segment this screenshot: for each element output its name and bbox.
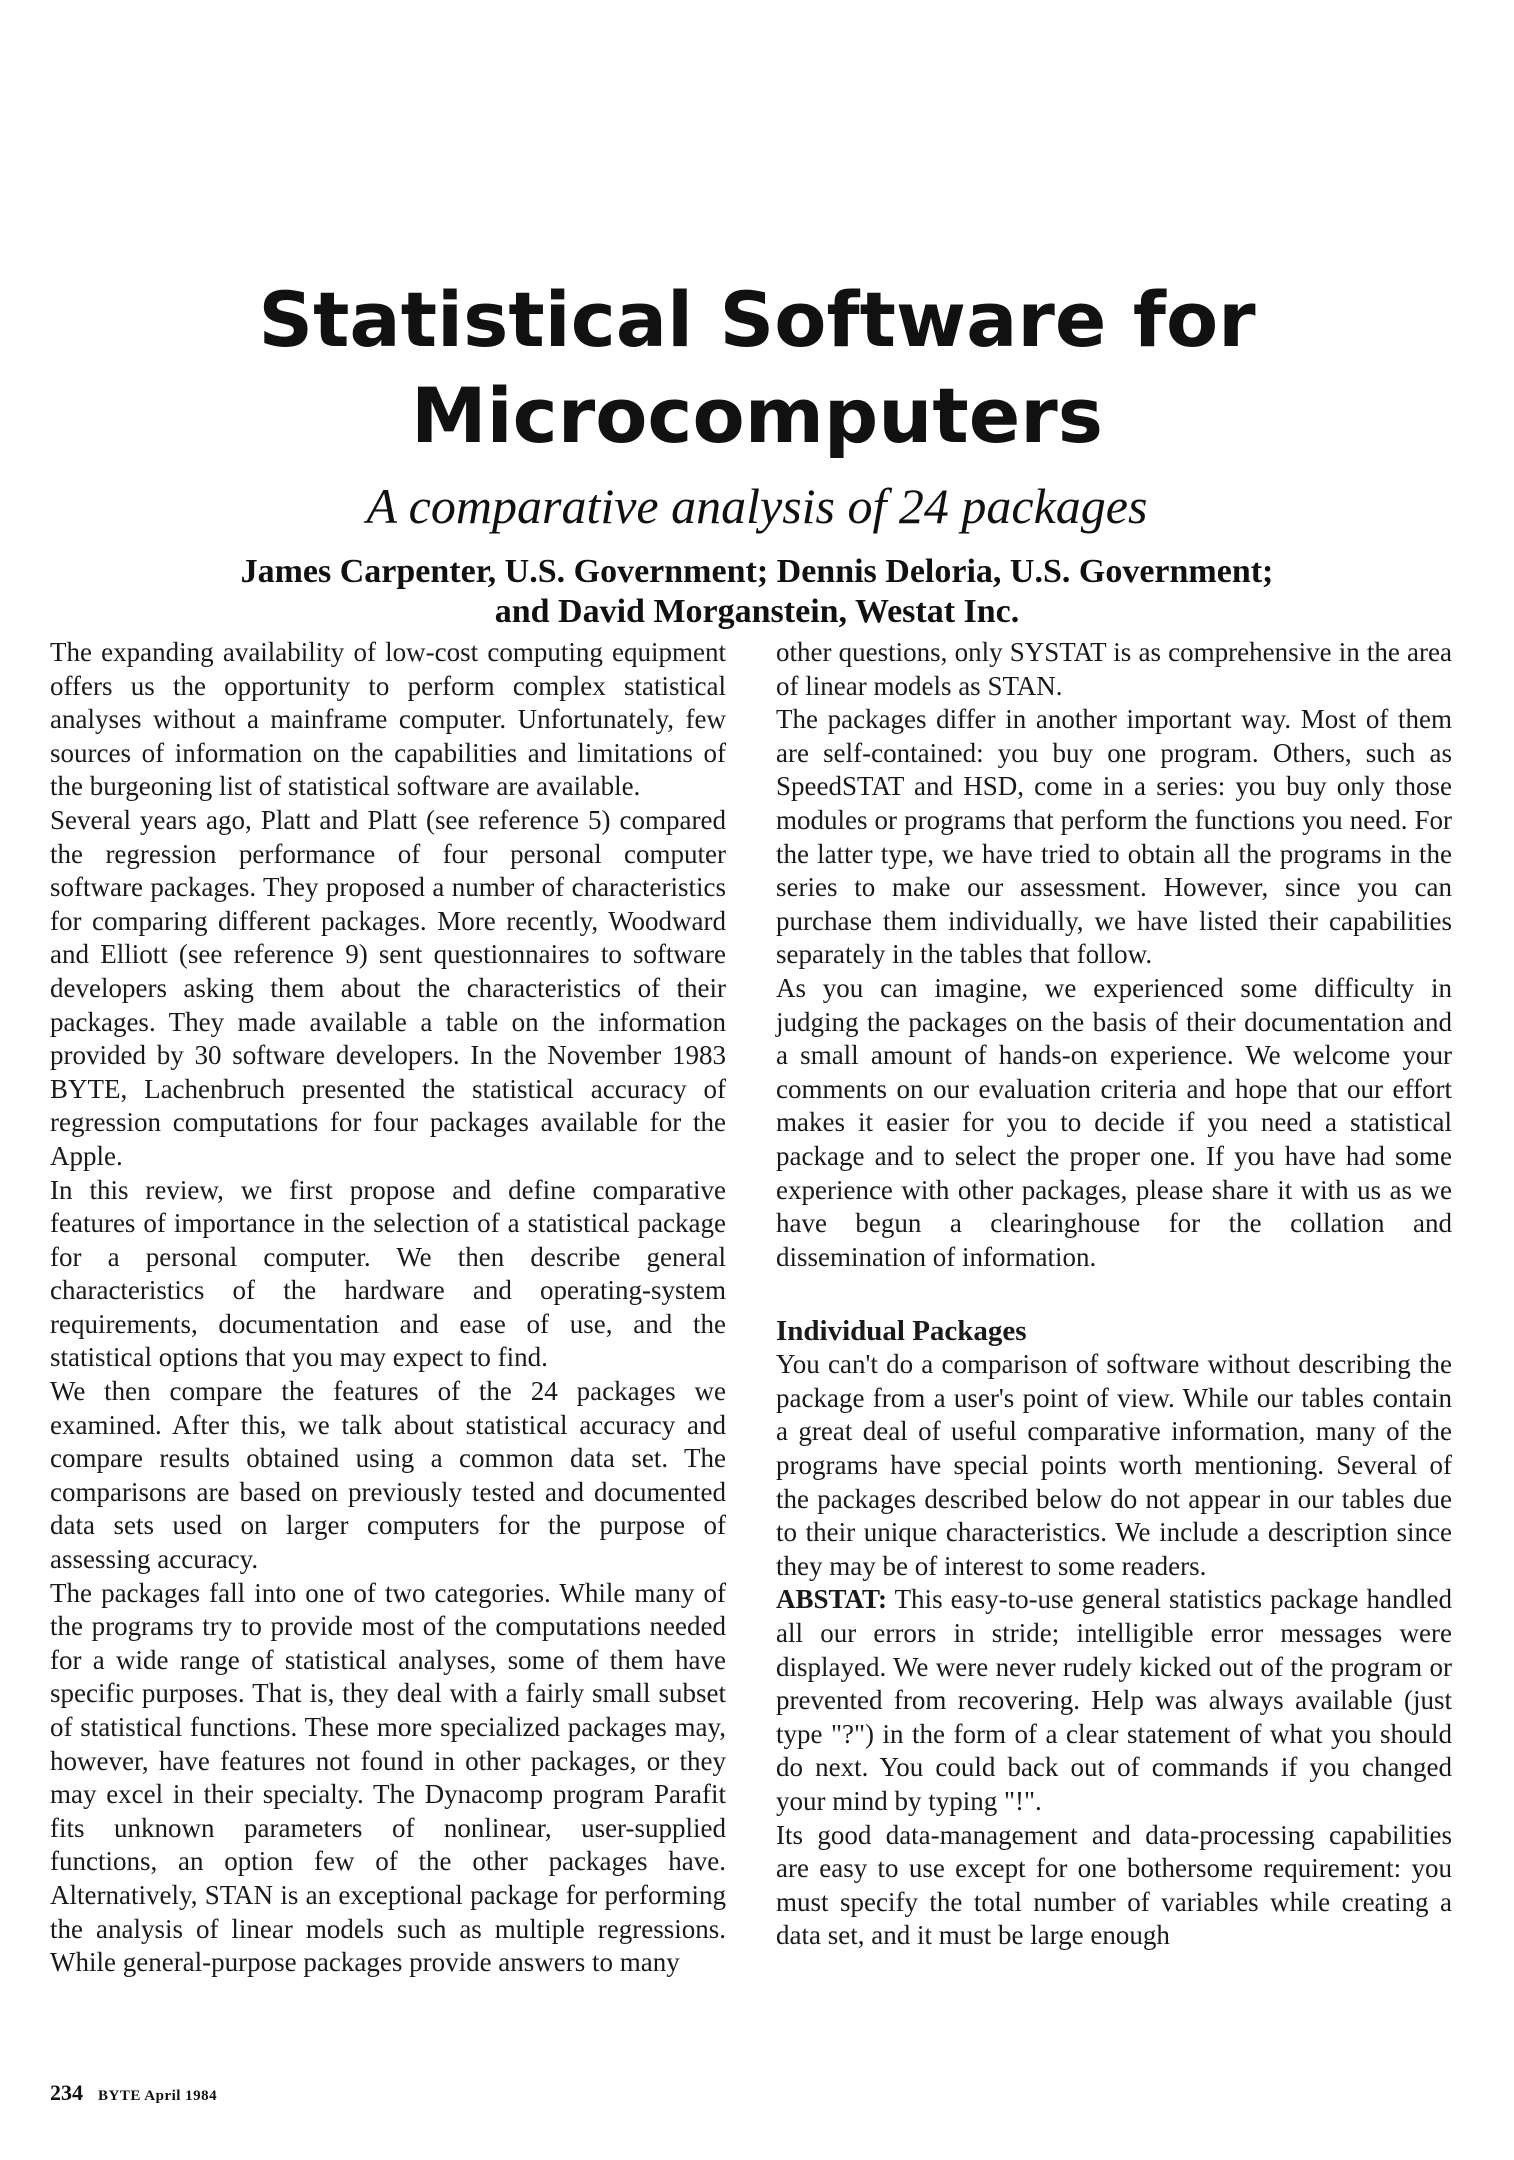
abstat-text: This easy-to-use general statistics package handled all our errors in stride; intelligible error messages were displayed. We were never rudely kicked out of the program or prevented from recovering. Help was always available (just type "?") in the form of a clear statement of what you should do next. You could back out of commands if you changed your mind by typing "!". bbox=[776, 1584, 1452, 1816]
body-paragraph: other questions, only SYSTAT is as comprehensive in the area of linear models as STAN. bbox=[776, 637, 1452, 701]
body-paragraph: Its good data-management and data-processing capabilities are easy to use except for one bothersome requirement: you must specify the total number of variables while creating a data set, and it must be large enough bbox=[776, 1819, 1452, 1951]
page-footer bbox=[50, 2080, 217, 2106]
body-paragraph: In this review, we first propose and define comparative features of importance in the selection of a statistical package for a personal computer. We then describe general characteristics of the hardware and operating-system requirements, documentation and ease of use, and the statistical options that you may expect to find. bbox=[50, 1174, 726, 1373]
body-paragraph: The expanding availability of low-cost computing equipment offers us the opportunity to perform complex statistical analyses without a mainframe computer. Unfortunately, few sources of information on the capabilities and limitations of the burgeoning list of statistical software are available. bbox=[50, 637, 726, 802]
article-authors bbox=[0, 552, 1514, 632]
body-paragraph: As you can imagine, we experienced some difficulty in judging the packages on the basis of their documentation and a small amount of hands-on experience. We welcome your comments on our evaluation criteria and hope that our effort makes it easier for you to decide if you need a statistical package and to select the proper one. If you have had some experience with other packages, please share it with us as we have begun a clearinghouse for the collation and dissemination of information. bbox=[776, 972, 1452, 1272]
article-title bbox=[0, 272, 1514, 464]
body-paragraph: Several years ago, Platt and Platt (see reference 5) compared the regression performance of four personal computer software packages. They proposed a number of characteristics for comparing different packages. More recently, Woodward and Elliott (see reference 9) sent questionnaires to software developers asking them about the characteristics of their packages. They made available a table on the information provided by 30 software developers. In the November 1983 BYTE, Lachenbruch presented the statistical accuracy of regression computations for four packages available for the Apple. bbox=[50, 804, 726, 1171]
abstat-lead-in: ABSTAT: bbox=[776, 1584, 888, 1615]
abstat-paragraph bbox=[776, 1583, 1452, 1818]
section-heading: Individual Packages bbox=[776, 1315, 1027, 1348]
left-column bbox=[50, 636, 726, 1980]
right-column bbox=[776, 636, 1452, 1953]
issue-label: BYTE April 1984 bbox=[98, 2088, 218, 2104]
authors-line-1: James Carpenter, U.S. Government; Dennis Deloria, U.S. Government; bbox=[240, 553, 1274, 590]
title-line-2: Microcomputers bbox=[411, 371, 1103, 460]
body-paragraph: We then compare the features of the 24 packages we examined. After this, we talk about statistical accuracy and compare results obtained using a common data set. The comparisons are based on previously tested and documented data sets used on larger computers for the purpose of assessing accuracy. bbox=[50, 1376, 726, 1575]
body-paragraph: The packages differ in another important way. Most of them are self-contained: you buy one program. Others, such as SpeedSTAT and HSD, come in a series: you buy only those modules or programs that perform the functions you need. For the latter type, we have tried to obtain all the programs in the series to make our assessment. However, since you can purchase them individually, we have listed their capabilities separately in the tables that follow. bbox=[776, 704, 1452, 970]
title-line-1: Statistical Software for bbox=[258, 275, 1256, 364]
authors-line-2: and David Morganstein, Westat Inc. bbox=[494, 593, 1020, 630]
body-paragraph: You can't do a comparison of software without describing the package from a user's point of view. While our tables contain a great deal of useful comparative information, many of the programs have special points worth mentioning. Several of the packages described below do not appear in our tables due to their unique characteristics. We include a description since they may be of interest to some readers. bbox=[776, 1349, 1452, 1581]
body-paragraph: The packages fall into one of two categories. While many of the programs try to provide most of the computations needed for a wide range of statistical analyses, some of them have specific purposes. That is, they deal with a fairly small subset of statistical functions. These more specialized packages may, however, have features not found in other packages, or they may excel in their specialty. The Dynacomp program Parafit fits unknown parameters of nonlinear, user-supplied functions, an option few of the other packages have. Alternatively, STAN is an exceptional package for performing the analysis of linear models such as multiple regressions. While general-purpose packages provide answers to many bbox=[50, 1577, 726, 1978]
page-number: 234 bbox=[50, 2080, 83, 2105]
article-subtitle: A comparative analysis of 24 packages bbox=[366, 478, 1148, 534]
